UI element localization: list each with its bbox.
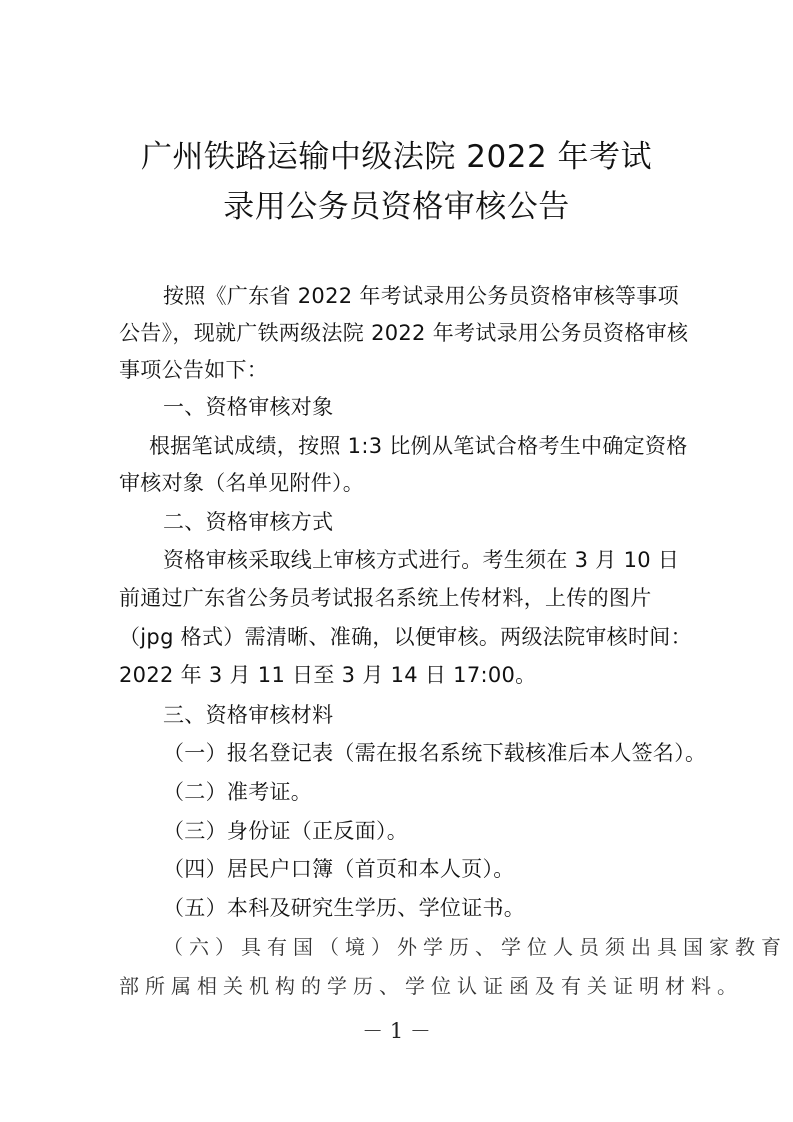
list-item: （一）报名登记表（需在报名系统下载核准后本人签名）。 <box>163 741 707 765</box>
page-number: － 1 － <box>362 1019 431 1043</box>
paragraph-line: 资格审核采取线上审核方式进行。考生须在 3 月 10 日 <box>163 548 680 572</box>
paragraph-line: 根据笔试成绩，按照 1:3 比例从笔试合格考生中确定资格 <box>149 434 688 458</box>
document-title-line-2: 录用公务员资格审核公告 <box>223 189 570 225</box>
paragraph-line: 事项公告如下： <box>119 358 269 382</box>
document-title-line-1: 广州铁路运输中级法院 2022 年考试 <box>140 139 653 175</box>
list-item: （五）本科及研究生学历、学位证书。 <box>163 896 526 920</box>
list-item: （二）准考证。 <box>163 780 313 804</box>
paragraph-line: 部所属相关机构的学历、学位认证函及有关证明材料。 <box>119 974 743 998</box>
paragraph-line: 公告》，现就广铁两级法院 2022 年考试录用公务员资格审核 <box>119 321 689 345</box>
paragraph-line: （jpg 格式）需清晰、准确，以便审核。两级法院审核时间： <box>119 625 692 649</box>
section-heading-1: 一、资格审核对象 <box>163 395 334 419</box>
paragraph-line: 审核对象（名单见附件）。 <box>119 471 365 495</box>
section-heading-2: 二、资格审核方式 <box>163 510 334 534</box>
paragraph-line: 按照《广东省 2022 年考试录用公务员资格审核等事项 <box>163 284 679 308</box>
section-heading-3: 三、资格审核材料 <box>163 703 334 727</box>
list-item: （三）身份证（正反面）。 <box>163 819 409 843</box>
paragraph-line: 前通过广东省公务员考试报名系统上传材料，上传的图片 <box>119 586 652 610</box>
list-item: （六）具有国（境）外学历、学位人员须出具国家教育 <box>163 935 787 959</box>
paragraph-line: 2022 年 3 月 11 日至 3 月 14 日 17:00。 <box>119 663 537 687</box>
list-item: （四）居民户口簿（首页和本人页）。 <box>163 857 515 881</box>
